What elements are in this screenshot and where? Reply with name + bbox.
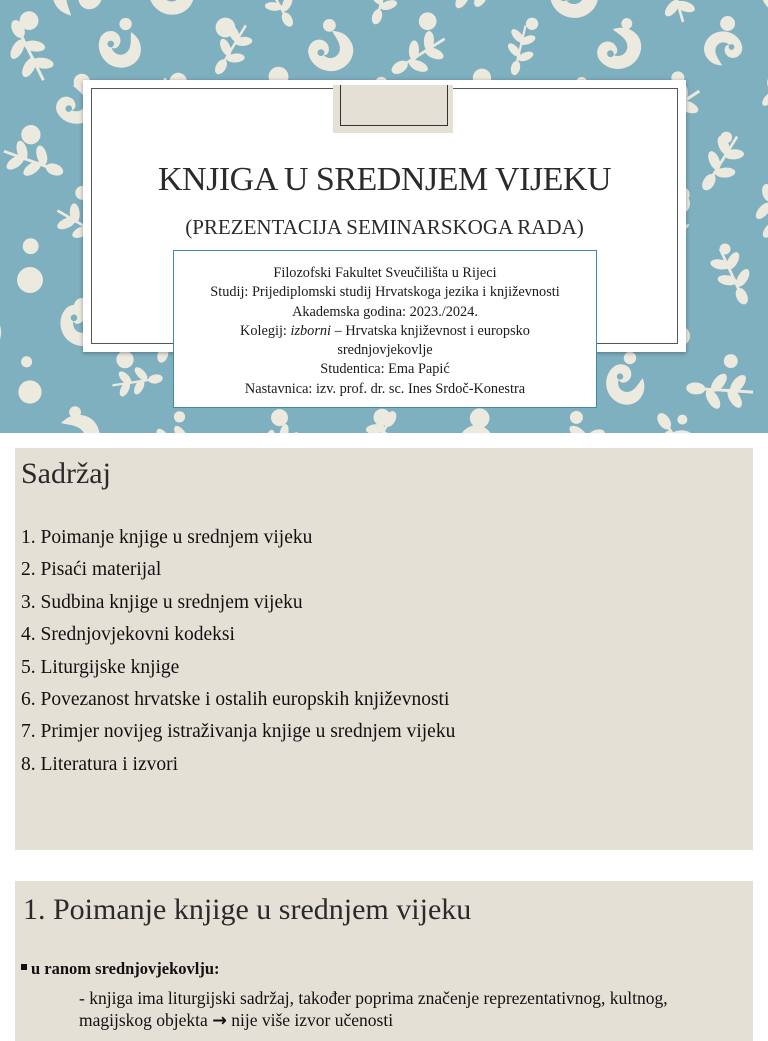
title-card-tab-inner (340, 85, 448, 126)
contents-item: 6. Povezanost hrvatske i ostalih europskih književnosti (21, 689, 450, 711)
faculty-line: Filozofski Fakultet Sveučilišta u Rijeci (273, 265, 497, 281)
leaf-sprig-shape (704, 241, 763, 312)
bullet-text: u ranom srednjovjekovlju: (31, 959, 220, 978)
contents-item: 1. Poimanje knjige u srednjem vijeku (21, 527, 313, 548)
paisley-shape (593, 21, 647, 77)
paisley-shape (698, 23, 748, 73)
contents-item: 2. Pisaći materijal (21, 559, 162, 581)
pattern-dot (116, 351, 133, 368)
presentation-subtitle: (PREZENTACIJA SEMINARSKOGA RADA) (185, 215, 584, 239)
course-name: – Hrvatska književnost i europsko (331, 322, 530, 339)
pattern-dot (17, 267, 43, 293)
contents-list (21, 522, 455, 781)
paisley-shape (0, 73, 5, 131)
paisley-shape (600, 360, 651, 410)
pattern-dot (419, 12, 437, 30)
leaf-sprig-shape (685, 369, 754, 414)
pattern-dot (724, 354, 738, 368)
course-type: izborni (290, 322, 332, 339)
leaf-sprig-shape (252, 0, 306, 34)
section-1-slide (15, 881, 753, 1041)
pattern-dot (21, 125, 40, 144)
leaf-sprig-shape (754, 73, 768, 130)
right-arrow-icon: → (212, 1011, 227, 1031)
academic-year-line: Akademska godina: 2023./2024. (292, 303, 478, 320)
paisley-shape (96, 25, 145, 72)
pattern-dot (570, 411, 583, 424)
pattern-dot (323, 19, 336, 32)
paisley-shape (54, 414, 101, 433)
course-prefix: Kolegij: (240, 322, 291, 339)
contents-slide (15, 448, 753, 850)
leaf-sprig-shape (0, 198, 2, 249)
pattern-dot (174, 411, 185, 422)
paisley-shape (0, 419, 7, 433)
student-line: Studentica: Ema Papić (320, 361, 450, 378)
pattern-dot (677, 415, 687, 425)
leaf-sprig-shape (203, 17, 261, 83)
course-line (174, 322, 596, 341)
paisley-shape (544, 0, 606, 28)
paisley-shape (143, 0, 200, 23)
pattern-dot (720, 16, 735, 31)
paisley-shape (44, 0, 108, 25)
pattern-dot (621, 18, 632, 29)
contents-heading: Sadržaj (21, 457, 111, 490)
pattern-dot (526, 18, 538, 30)
course-line-2: srednjovjekovlje (337, 342, 433, 359)
pattern-dot (21, 356, 32, 367)
leaf-sprig-shape (647, 0, 700, 27)
title-slide (0, 0, 768, 433)
title-card-tab (333, 85, 453, 133)
contents-item: 7. Primjer novijeg istraživanja knjige u srednjem vijeku (21, 721, 456, 743)
paragraph-text: nije više izvor učenosti (226, 1010, 394, 1030)
leaf-sprig-shape (642, 404, 709, 433)
bullet-item (21, 959, 220, 979)
pattern-dot (271, 409, 288, 426)
paragraph-line-2 (79, 1009, 739, 1032)
leaf-sprig-shape (148, 423, 204, 433)
paragraph-line-1: - knjiga ima liturgijski sadržaj, također poprima značenje reprezentativnog, kultnog, (79, 988, 668, 1008)
paisley-shape (0, 0, 3, 16)
bullet-paragraph (79, 987, 739, 1032)
pattern-dot (119, 18, 131, 30)
author-info-box (173, 250, 597, 408)
leaf-sprig-shape (445, 0, 514, 12)
leaf-sprig-shape (747, 180, 768, 249)
pattern-dot (23, 238, 39, 254)
paisley-shape (0, 300, 6, 358)
contents-item: 5. Liturgijske knjige (21, 656, 180, 678)
leaf-sprig-shape (360, 0, 407, 29)
pattern-dot (470, 408, 490, 428)
pattern-dot (624, 352, 636, 364)
leaf-sprig-shape (110, 362, 165, 400)
section-heading: 1. Poimanje knjige u srednjem vijeku (23, 893, 472, 926)
pattern-dot (18, 380, 41, 403)
contents-item: 3. Sudbina knjige u srednjem vijeku (21, 591, 303, 613)
paragraph-text: magijskog objekta (79, 1010, 213, 1030)
leaf-sprig-shape (500, 22, 542, 78)
square-bullet-icon (21, 964, 27, 970)
paisley-shape (759, 0, 768, 16)
contents-item: 8. Literatura i izvori (21, 753, 179, 775)
leaf-sprig-shape (689, 127, 754, 200)
presentation-title: KNJIGA U SREDNJEM VIJEKU (157, 161, 611, 198)
paisley-shape (755, 423, 768, 433)
study-line: Studij: Prijediplomski studij Hrvatskoga jezika i književnosti (210, 284, 560, 301)
teacher-line: Nastavnica: izv. prof. dr. sc. Ines Srdoč-Konestra (244, 380, 526, 397)
contents-item: 4. Srednjovjekovni kodeksi (21, 624, 235, 646)
